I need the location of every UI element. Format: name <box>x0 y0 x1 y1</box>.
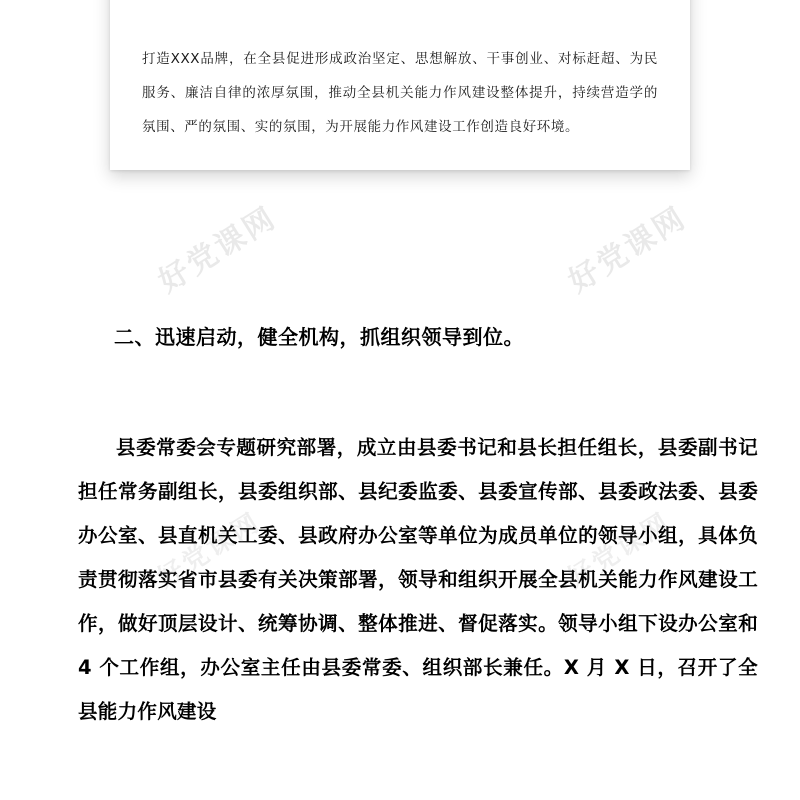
card-paragraph: 打造XXX品牌，在全县促进形成政治坚定、思想解放、干事创业、对标赶超、为民服务、廉洁自律的浓厚氛围，推动全县机关能力作风建设整体提升，持续营造学的氛围、严的氛围、实的氛围，为开展能力作风建设工作创造良好环境。 <box>142 51 658 135</box>
document-body <box>78 320 758 734</box>
card-text-block <box>142 42 658 144</box>
section-heading: 二、迅速启动，健全机构，抓组织领导到位。 <box>114 325 524 349</box>
document-card <box>110 0 690 170</box>
watermark: 好党课网 <box>152 200 284 300</box>
watermark: 好党课网 <box>562 200 694 300</box>
watermark: 好党课网 <box>152 507 267 595</box>
body-paragraph: 县委常委会专题研究部署，成立由县委书记和县长担任组长，县委副书记担任常务副组长，县委组织部、县纪委监委、县委宣传部、县委政法委、县委办公室、县直机关工委、县政府办公室等单位为成员单位的领导小组，具体负责贯彻落实省市县委有关决策部署，领导和组织开展全县机关能力作风建设工作，做好顶层设计、统筹协调、整体推进、督促落实。领导小组下设办公室和 4 个工作组，办公室主任由县委常委、组织部长兼任。X 月 X 日，召开了全县能力作风建设 <box>78 436 758 723</box>
watermark: 好党课网 <box>562 507 677 595</box>
